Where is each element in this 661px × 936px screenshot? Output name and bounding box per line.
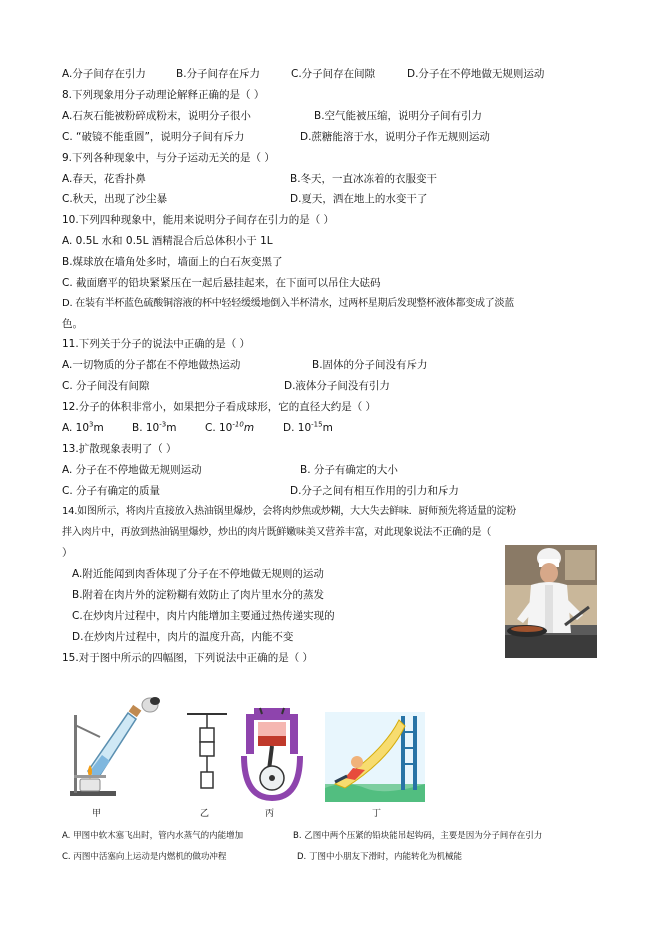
q12-option-c: C. $10^{-10}m$ bbox=[205, 420, 255, 434]
q8-stem: 8.下列现象用分子动理论解释正确的是（ ） bbox=[62, 89, 265, 101]
q13-option-a: A. 分子在不停地做无规则运动 bbox=[62, 464, 202, 476]
figure-yi-label: 乙 bbox=[200, 809, 210, 819]
q13-option-c: C. 分子有确定的质量 bbox=[62, 485, 161, 497]
figure-jia-test-tube bbox=[60, 695, 170, 800]
q10-option-a: A. 0.5L 水和 0.5L 酒精混合后总体积小于 1L bbox=[62, 235, 273, 247]
q14-stem-line1: 14.如图所示，将肉片直接放入热油锅里爆炒，会将肉炒焦或炒糊，大大失去鲜味．厨师预先将适量的淀粉 bbox=[62, 506, 516, 517]
q15-stem: 15.对于图中所示的四幅图，下列说法中正确的是（ ） bbox=[62, 652, 314, 664]
figure-ding-slide bbox=[325, 712, 425, 802]
q7-option-c: C.分子间存在间隙 bbox=[291, 68, 376, 80]
q9-option-c: C.秋天，出现了沙尘暴 bbox=[62, 193, 168, 205]
q12-option-b: B. $10^{-3}m$ bbox=[132, 420, 177, 434]
q13-stem: 13.扩散现象表明了（ ） bbox=[62, 443, 177, 455]
q7-option-d: D.分子在不停地做无规则运动 bbox=[407, 68, 545, 80]
q14-option-b: B.附着在肉片外的淀粉糊有效防止了肉片里水分的蒸发 bbox=[72, 589, 325, 601]
figure-bing-label: 丙 bbox=[265, 809, 275, 819]
q11-option-b: B.固体的分子间没有斥力 bbox=[312, 359, 428, 371]
q12-stem: 12.分子的体积非常小，如果把分子看成球形，它的直径大约是（ ） bbox=[62, 401, 377, 413]
figure-yi-lead-blocks bbox=[185, 710, 230, 800]
q14-stem-line3: ） bbox=[62, 547, 73, 559]
figure-bing-engine bbox=[238, 706, 306, 806]
q8-option-b: B.空气能被压缩，说明分子间有引力 bbox=[314, 110, 483, 122]
q9-option-a: A.春天，花香扑鼻 bbox=[62, 173, 146, 185]
q11-option-c: C. 分子间没有间隙 bbox=[62, 380, 150, 392]
q9-stem: 9.下列各种现象中，与分子运动无关的是（ ） bbox=[62, 152, 275, 164]
q15-option-b: B. 乙图中两个压紧的铅块能吊起钩码，主要是因为分子间存在引力 bbox=[293, 831, 543, 841]
q13-option-b: B. 分子有确定的大小 bbox=[300, 464, 398, 476]
q7-option-b: B.分子间存在斥力 bbox=[176, 68, 261, 80]
q12-option-d: D. $10^{-15}m$ bbox=[283, 420, 333, 434]
q10-option-d-line1: D. 在装有半杯蓝色硫酸铜溶液的杯中轻轻缓缓地倒入半杯清水，过两杯星期后发现整杯液体都变成了淡蓝 bbox=[62, 298, 515, 309]
chef-cooking-photo bbox=[505, 545, 597, 658]
q11-stem: 11.下列关于分子的说法中正确的是（ ） bbox=[62, 338, 251, 350]
q14-stem-line2: 拌入肉片中，再放到热油锅里爆炒，炒出的肉片既鲜嫩味美又营养丰富，对此现象说法不正确的是（ bbox=[62, 527, 491, 538]
q10-stem: 10.下列四种现象中，能用来说明分子间存在引力的是（ ） bbox=[62, 214, 335, 226]
q7-option-a: A.分子间存在引力 bbox=[62, 68, 146, 80]
q14-option-a: A.附近能闻到肉香体现了分子在不停地做无规则的运动 bbox=[72, 568, 324, 580]
q10-option-b: B.煤球放在墙角处多时，墙面上的白石灰变黑了 bbox=[62, 256, 283, 268]
q15-option-c: C. 丙图中活塞向上运动是内燃机的做功冲程 bbox=[62, 852, 227, 862]
figure-ding-label: 丁 bbox=[372, 809, 382, 819]
q14-option-c: C.在炒肉片过程中，肉片内能增加主要通过热传递实现的 bbox=[72, 610, 335, 622]
q9-option-d: D.夏天，洒在地上的水变干了 bbox=[290, 193, 428, 205]
q9-option-b: B.冬天，一直冰冻着的衣服变干 bbox=[290, 173, 438, 185]
q8-option-c: C. “破镜不能重圆”，说明分子间有斥力 bbox=[62, 131, 245, 143]
q11-option-a: A.一切物质的分子都在不停地做热运动 bbox=[62, 359, 241, 371]
q8-option-d: D.蔗糖能溶于水，说明分子作无规则运动 bbox=[300, 131, 490, 143]
q8-option-a: A.石灰石能被粉碎成粉末，说明分子很小 bbox=[62, 110, 251, 122]
q15-option-a: A. 甲图中软木塞飞出时，管内水蒸气的内能增加 bbox=[62, 831, 244, 841]
q12-option-a: A. $10^3m$ bbox=[62, 420, 104, 434]
q10-option-d-line2: 色。 bbox=[62, 318, 83, 330]
q11-option-d: D.液体分子间没有引力 bbox=[284, 380, 390, 392]
q13-option-d: D.分子之间有相互作用的引力和斥力 bbox=[290, 485, 459, 497]
figure-jia-label: 甲 bbox=[92, 809, 102, 819]
q14-option-d: D.在炒肉片过程中，肉片的温度升高，内能不变 bbox=[72, 631, 294, 643]
q10-option-c: C. 截面磨平的铅块紧紧压在一起后悬挂起来，在下面可以吊住大砝码 bbox=[62, 277, 381, 289]
q15-option-d: D. 丁图中小朋友下滑时，内能转化为机械能 bbox=[297, 852, 462, 862]
